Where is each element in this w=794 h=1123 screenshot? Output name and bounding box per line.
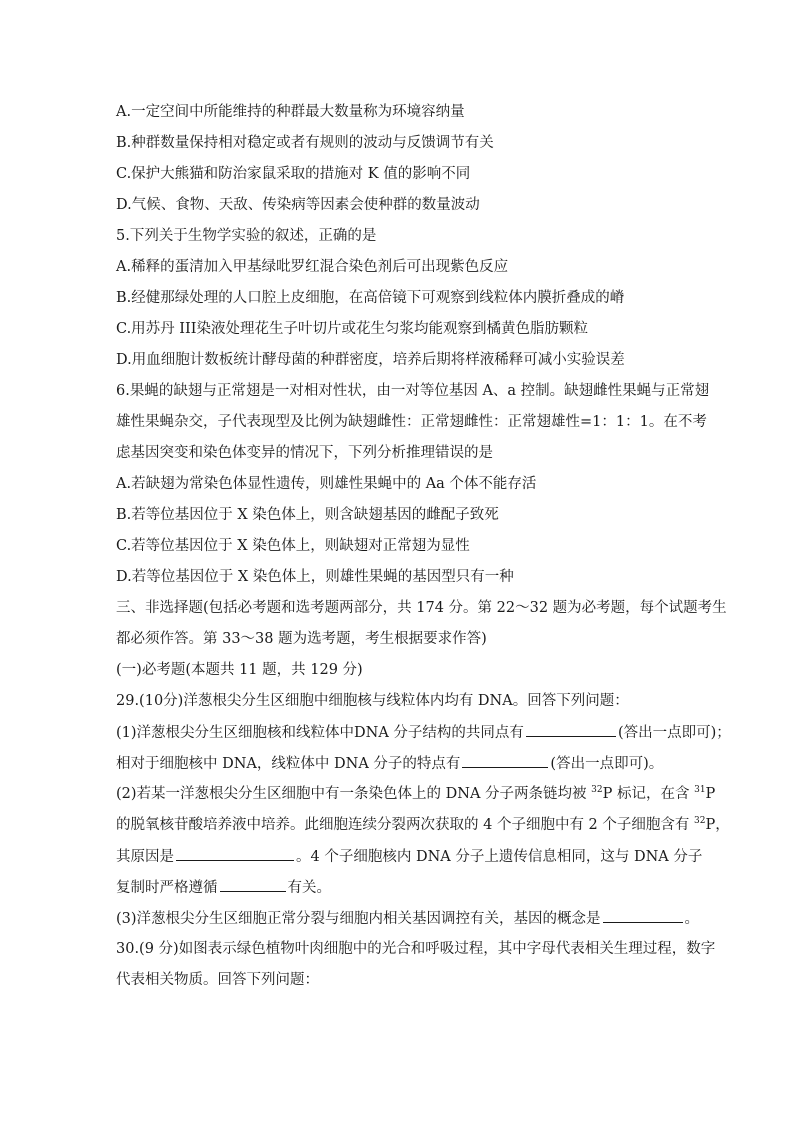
q4-option-d: D.气候、食物、天敌、传染病等因素会使种群的数量波动 [116, 197, 480, 213]
q29-part2-text: 其原因是 [116, 849, 174, 865]
q29-part2-text: 。4 个子细胞核内 DNA 分子上遗传信息相同，这与 DNA 分子 [296, 849, 703, 865]
q29-part3-text: 。 [684, 911, 700, 927]
answer-blank[interactable] [603, 908, 683, 923]
q29-part1-text: (1)洋葱根尖分生区细胞核和线粒体中DNA 分子结构的共同点有 [116, 725, 524, 741]
isotope-superscript: 32 [694, 816, 706, 827]
q6-option-d: D.若等位基因位于 X 染色体上，则雄性果蝇的基因型只有一种 [116, 569, 514, 585]
q29-stem: 29.(10分)洋葱根尖分生区细胞中细胞核与线粒体内均有 DNA。回答下列问题： [116, 693, 629, 709]
q4-option-b: B.种群数量保持相对稳定或者有规则的波动与反馈调节有关 [116, 135, 494, 151]
answer-blank[interactable] [462, 753, 548, 768]
q5-stem: 5.下列关于生物学实验的叙述，正确的是 [116, 228, 377, 244]
q29-part2-text: 复制时严格遵循 [116, 880, 218, 896]
q30-stem-line-2: 代表相关物质。回答下列问题： [116, 972, 319, 988]
q29-part1-line-1 [116, 722, 731, 743]
q29-part2-text: P [705, 786, 716, 802]
answer-blank[interactable] [526, 722, 616, 737]
q29-part1b-hint: (答出一点即可)。 [550, 756, 664, 772]
q29-part2-line-2 [116, 815, 730, 835]
answer-blank[interactable] [220, 877, 286, 892]
q30-stem-line-1: 30.(9 分)如图表示绿色植物叶肉细胞中的光合和呼吸过程，其中字母代表相关生理过程，数字 [116, 941, 716, 957]
q29-part1-line-2 [116, 753, 686, 774]
q6-option-b: B.若等位基因位于 X 染色体上，则含缺翅基因的雌配子致死 [116, 507, 499, 523]
q29-part3 [116, 908, 700, 929]
section3-heading-line-2: 都必须作答。第 33～38 题为选考题，考生根据要求作答) [116, 631, 487, 647]
q29-part2-line-4 [116, 877, 686, 898]
q6-option-c: C.若等位基因位于 X 染色体上，则缺翅对正常翅为显性 [116, 538, 470, 554]
q4-option-c: C.保护大熊猫和防治家鼠采取的措施对 K 值的影响不同 [116, 166, 471, 182]
q29-part2-line-1 [116, 784, 716, 804]
q5-option-b: B.经健那绿处理的人口腔上皮细胞，在高倍镜下可观察到线粒体内膜折叠成的嵴 [116, 290, 625, 306]
q4-option-a: A.一定空间中所能维持的种群最大数量称为环境容纳量 [116, 104, 465, 120]
q5-option-c: C.用苏丹 III染液处理花生子叶切片或花生匀浆均能观察到橘黄色脂肪颗粒 [116, 321, 588, 337]
q5-option-d: D.用血细胞计数板统计酵母菌的种群密度，培养后期将样液稀释可减小实验误差 [116, 352, 625, 368]
answer-blank[interactable] [176, 846, 294, 861]
section3-heading-line-1: 三、非选择题(包括必考题和选考题两部分，共 174 分。第 22～32 题为必考题，每个试题考生 [116, 600, 727, 616]
q29-part1b-text: 相对于细胞核中 DNA，线粒体中 DNA 分子的特点有 [116, 756, 461, 772]
q29-part1-hint: (答出一点即可)； [617, 725, 731, 741]
q6-stem-line-1: 6.果蝇的缺翅与正常翅是一对相对性状，由一对等位基因 A、a 控制。缺翅雌性果蝇与正常翅 [116, 383, 710, 399]
q5-option-a: A.稀释的蛋清加入甲基绿吡罗红混合染色剂后可出现紫色反应 [116, 259, 509, 275]
q29-part2-text: P 标记，在含 [602, 786, 695, 802]
isotope-superscript: 32 [591, 785, 603, 796]
q29-part2-line-3 [116, 846, 703, 867]
q29-part2-text: P， [705, 817, 730, 833]
section3-subheading: (一)必考题(本题共 11 题，共 129 分) [116, 662, 363, 678]
q6-stem-line-2: 雄性果蝇杂交，子代表现型及比例为缺翅雌性：正常翅雌性：正常翅雄性=1：1：1。在不考 [116, 414, 707, 430]
q29-part3-text: (3)洋葱根尖分生区细胞正常分裂与细胞内相关基因调控有关，基因的概念是 [116, 911, 601, 927]
q29-part2-text: 有关。 [287, 880, 331, 896]
q6-stem-line-3: 虑基因突变和染色体变异的情况下，下列分析推理错误的是 [116, 445, 493, 461]
isotope-superscript: 31 [694, 785, 706, 796]
q29-part2-text: 的脱氧核苷酸培养液中培养。此细胞连续分裂两次获取的 4 个子细胞中有 2 个子细胞含有 [116, 817, 694, 833]
q6-option-a: A.若缺翅为常染色体显性遗传，则雄性果蝇中的 Aa 个体不能存活 [116, 476, 537, 492]
q29-part2-text: (2)若某一洋葱根尖分生区细胞中有一条染色体上的 DNA 分子两条链均被 [116, 786, 592, 802]
